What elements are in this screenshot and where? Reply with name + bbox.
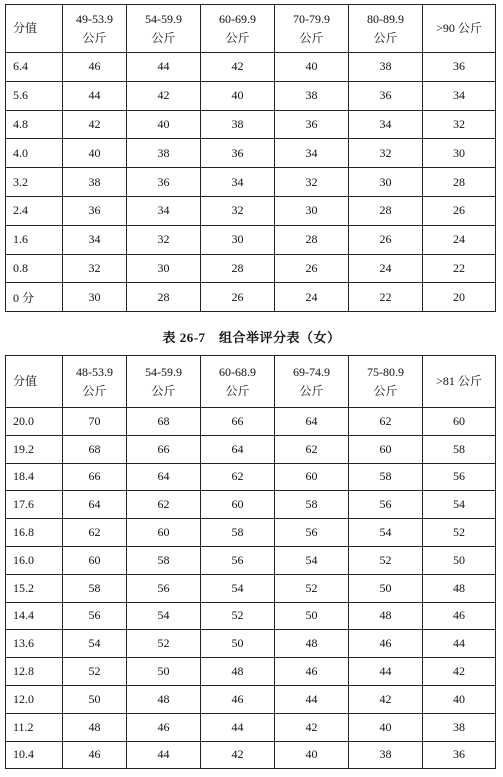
weight-cell: 66 xyxy=(201,408,275,436)
weight-cell: 48 xyxy=(349,602,423,630)
weight-cell: 40 xyxy=(423,685,496,713)
table-row xyxy=(6,81,496,110)
weight-cell: 32 xyxy=(349,139,423,168)
weight-cell: 52 xyxy=(275,574,349,602)
table-row xyxy=(6,408,496,436)
weight-cell: 60 xyxy=(127,519,201,547)
weight-cell: 60 xyxy=(349,435,423,463)
weight-cell: 64 xyxy=(201,435,275,463)
table-row xyxy=(6,110,496,139)
column-header-score xyxy=(6,356,63,408)
weight-cell: 70 xyxy=(63,408,127,436)
weight-cell: 40 xyxy=(275,53,349,82)
weight-cell: 62 xyxy=(63,519,127,547)
score-cell: 1.6 xyxy=(6,225,63,254)
weight-cell: 64 xyxy=(63,491,127,519)
table-row xyxy=(6,283,496,312)
weight-cell: 60 xyxy=(275,463,349,491)
score-cell: 20.0 xyxy=(6,408,63,436)
column-header-weight xyxy=(275,5,349,53)
table-row xyxy=(6,630,496,658)
weight-cell: 58 xyxy=(275,491,349,519)
column-header-weight xyxy=(275,356,349,408)
weight-cell: 36 xyxy=(201,139,275,168)
column-header-weight xyxy=(127,5,201,53)
column-header-weight xyxy=(127,356,201,408)
weight-cell: 30 xyxy=(349,168,423,197)
weight-cell: 64 xyxy=(275,408,349,436)
header-range-label: >90 公斤 xyxy=(436,21,482,35)
weight-cell: 38 xyxy=(275,81,349,110)
weight-cell: 58 xyxy=(201,519,275,547)
weight-cell: 58 xyxy=(423,435,496,463)
weight-cell: 64 xyxy=(127,463,201,491)
header-unit-label: 公斤 xyxy=(299,30,324,45)
header-unit-label: 公斤 xyxy=(225,30,250,45)
score-cell: 15.2 xyxy=(6,574,63,602)
header-unit-label: 公斤 xyxy=(225,383,250,398)
table-row xyxy=(6,53,496,82)
weight-cell: 54 xyxy=(423,491,496,519)
score-cell: 0.8 xyxy=(6,254,63,283)
table-row xyxy=(6,139,496,168)
weight-cell: 52 xyxy=(127,630,201,658)
header-unit-label: 公斤 xyxy=(151,383,176,398)
score-table-1 xyxy=(5,4,496,312)
table-row xyxy=(6,519,496,547)
weight-cell: 28 xyxy=(275,225,349,254)
score-cell: 11.2 xyxy=(6,713,63,741)
weight-cell: 36 xyxy=(275,110,349,139)
weight-cell: 52 xyxy=(63,658,127,686)
weight-cell: 50 xyxy=(127,658,201,686)
weight-cell: 28 xyxy=(201,254,275,283)
weight-cell: 52 xyxy=(201,602,275,630)
header-range-label: 54-59.9 xyxy=(145,364,182,379)
weight-cell: 44 xyxy=(275,685,349,713)
weight-cell: 30 xyxy=(423,139,496,168)
weight-cell: 52 xyxy=(423,519,496,547)
weight-cell: 26 xyxy=(423,196,496,225)
weight-cell: 22 xyxy=(423,254,496,283)
table-row xyxy=(6,168,496,197)
header-range-label: 54-59.9 xyxy=(145,11,182,26)
weight-cell: 58 xyxy=(63,574,127,602)
weight-cell: 46 xyxy=(423,602,496,630)
weight-cell: 46 xyxy=(275,658,349,686)
weight-cell: 60 xyxy=(201,491,275,519)
weight-cell: 58 xyxy=(127,546,201,574)
weight-cell: 32 xyxy=(423,110,496,139)
column-header-score xyxy=(6,5,63,53)
column-header-weight xyxy=(201,5,275,53)
header-unit-label: 公斤 xyxy=(82,383,107,398)
weight-cell: 54 xyxy=(127,602,201,630)
table-caption: 表 26-7 组合举评分表（女） xyxy=(162,330,341,345)
weight-cell: 48 xyxy=(201,658,275,686)
weight-cell: 38 xyxy=(201,110,275,139)
weight-cell: 54 xyxy=(201,574,275,602)
weight-cell: 30 xyxy=(127,254,201,283)
weight-cell: 56 xyxy=(275,519,349,547)
weight-cell: 36 xyxy=(423,741,496,769)
weight-cell: 42 xyxy=(423,658,496,686)
weight-cell: 48 xyxy=(275,630,349,658)
weight-cell: 36 xyxy=(423,53,496,82)
weight-cell: 46 xyxy=(63,741,127,769)
header-range-label: >81 公斤 xyxy=(436,374,482,388)
weight-cell: 28 xyxy=(349,196,423,225)
score-cell: 12.0 xyxy=(6,685,63,713)
weight-cell: 56 xyxy=(201,546,275,574)
weight-cell: 34 xyxy=(275,139,349,168)
weight-cell: 54 xyxy=(349,519,423,547)
weight-cell: 22 xyxy=(349,283,423,312)
weight-cell: 48 xyxy=(63,713,127,741)
score-cell: 16.8 xyxy=(6,519,63,547)
header-range-label: 75-80.9 xyxy=(367,364,404,379)
header-range-label: 80-89.9 xyxy=(367,11,404,26)
table-row xyxy=(6,463,496,491)
score-cell: 4.0 xyxy=(6,139,63,168)
score-cell: 18.4 xyxy=(6,463,63,491)
weight-cell: 68 xyxy=(127,408,201,436)
table-body xyxy=(6,408,496,769)
table-row xyxy=(6,491,496,519)
weight-cell: 66 xyxy=(127,435,201,463)
weight-cell: 44 xyxy=(201,713,275,741)
score-cell: 10.4 xyxy=(6,741,63,769)
weight-cell: 38 xyxy=(349,741,423,769)
weight-cell: 44 xyxy=(127,741,201,769)
table-row xyxy=(6,741,496,769)
header-range-label: 48-53.9 xyxy=(76,364,113,379)
weight-cell: 54 xyxy=(63,630,127,658)
weight-cell: 38 xyxy=(349,53,423,82)
weight-cell: 36 xyxy=(63,196,127,225)
header-range-label: 69-74.9 xyxy=(293,364,330,379)
table-header xyxy=(6,5,496,53)
weight-cell: 40 xyxy=(349,713,423,741)
weight-cell: 32 xyxy=(275,168,349,197)
weight-cell: 34 xyxy=(201,168,275,197)
weight-cell: 24 xyxy=(349,254,423,283)
weight-cell: 38 xyxy=(127,139,201,168)
column-header-weight xyxy=(63,356,127,408)
column-header-weight xyxy=(349,356,423,408)
score-cell: 17.6 xyxy=(6,491,63,519)
score-table-2 xyxy=(5,355,496,769)
weight-cell: 56 xyxy=(349,491,423,519)
weight-cell: 30 xyxy=(201,225,275,254)
weight-cell: 46 xyxy=(349,630,423,658)
weight-cell: 34 xyxy=(63,225,127,254)
weight-cell: 50 xyxy=(423,546,496,574)
score-cell: 14.4 xyxy=(6,602,63,630)
table-row xyxy=(6,254,496,283)
column-header-weight xyxy=(349,5,423,53)
weight-cell: 62 xyxy=(275,435,349,463)
weight-cell: 54 xyxy=(275,546,349,574)
weight-cell: 36 xyxy=(127,168,201,197)
table-row xyxy=(6,435,496,463)
weight-cell: 40 xyxy=(201,81,275,110)
header-unit-label: 公斤 xyxy=(299,383,324,398)
weight-cell: 24 xyxy=(275,283,349,312)
table-row xyxy=(6,602,496,630)
weight-cell: 56 xyxy=(423,463,496,491)
weight-cell: 56 xyxy=(63,602,127,630)
weight-cell: 44 xyxy=(63,81,127,110)
weight-cell: 62 xyxy=(127,491,201,519)
weight-cell: 38 xyxy=(63,168,127,197)
weight-cell: 60 xyxy=(423,408,496,436)
score-cell: 19.2 xyxy=(6,435,63,463)
score-cell: 0 分 xyxy=(6,283,63,312)
header-range-label: 分值 xyxy=(13,21,38,35)
score-cell: 16.0 xyxy=(6,546,63,574)
score-cell: 2.4 xyxy=(6,196,63,225)
header-unit-label: 公斤 xyxy=(373,30,398,45)
weight-cell: 40 xyxy=(63,139,127,168)
weight-cell: 44 xyxy=(423,630,496,658)
weight-cell: 36 xyxy=(349,81,423,110)
weight-cell: 50 xyxy=(201,630,275,658)
weight-cell: 56 xyxy=(127,574,201,602)
weight-cell: 20 xyxy=(423,283,496,312)
weight-cell: 42 xyxy=(201,53,275,82)
weight-cell: 42 xyxy=(127,81,201,110)
header-range-label: 70-79.9 xyxy=(293,11,330,26)
weight-cell: 34 xyxy=(127,196,201,225)
weight-cell: 58 xyxy=(349,463,423,491)
score-cell: 4.8 xyxy=(6,110,63,139)
weight-cell: 42 xyxy=(349,685,423,713)
header-range-label: 49-53.9 xyxy=(76,11,113,26)
weight-cell: 30 xyxy=(275,196,349,225)
weight-cell: 50 xyxy=(63,685,127,713)
weight-cell: 46 xyxy=(201,685,275,713)
weight-cell: 62 xyxy=(349,408,423,436)
weight-cell: 32 xyxy=(201,196,275,225)
column-header-weight xyxy=(201,356,275,408)
weight-cell: 32 xyxy=(127,225,201,254)
weight-cell: 28 xyxy=(127,283,201,312)
weight-cell: 68 xyxy=(63,435,127,463)
table-row xyxy=(6,546,496,574)
weight-cell: 44 xyxy=(127,53,201,82)
column-header-weight xyxy=(423,5,496,53)
weight-cell: 40 xyxy=(275,741,349,769)
column-header-weight xyxy=(423,356,496,408)
weight-cell: 52 xyxy=(349,546,423,574)
weight-cell: 30 xyxy=(63,283,127,312)
weight-cell: 46 xyxy=(127,713,201,741)
weight-cell: 60 xyxy=(63,546,127,574)
weight-cell: 26 xyxy=(275,254,349,283)
weight-cell: 26 xyxy=(349,225,423,254)
table-row xyxy=(6,713,496,741)
header-range-label: 60-68.9 xyxy=(219,364,256,379)
column-header-weight xyxy=(63,5,127,53)
header-unit-label: 公斤 xyxy=(373,383,398,398)
weight-cell: 42 xyxy=(63,110,127,139)
table-body xyxy=(6,53,496,312)
weight-cell: 32 xyxy=(63,254,127,283)
weight-cell: 42 xyxy=(275,713,349,741)
weight-cell: 24 xyxy=(423,225,496,254)
weight-cell: 50 xyxy=(349,574,423,602)
score-cell: 13.6 xyxy=(6,630,63,658)
weight-cell: 44 xyxy=(349,658,423,686)
score-cell: 5.6 xyxy=(6,81,63,110)
weight-cell: 48 xyxy=(423,574,496,602)
header-range-label: 60-69.9 xyxy=(219,11,256,26)
weight-cell: 48 xyxy=(127,685,201,713)
weight-cell: 26 xyxy=(201,283,275,312)
weight-cell: 66 xyxy=(63,463,127,491)
weight-cell: 42 xyxy=(201,741,275,769)
table-row xyxy=(6,574,496,602)
table-row xyxy=(6,658,496,686)
header-range-label: 分值 xyxy=(13,374,38,388)
table-header xyxy=(6,356,496,408)
score-cell: 3.2 xyxy=(6,168,63,197)
header-unit-label: 公斤 xyxy=(151,30,176,45)
weight-cell: 50 xyxy=(275,602,349,630)
weight-cell: 34 xyxy=(349,110,423,139)
table-row xyxy=(6,225,496,254)
score-cell: 12.8 xyxy=(6,658,63,686)
weight-cell: 34 xyxy=(423,81,496,110)
weight-cell: 38 xyxy=(423,713,496,741)
weight-cell: 40 xyxy=(127,110,201,139)
table-row xyxy=(6,685,496,713)
score-cell: 6.4 xyxy=(6,53,63,82)
weight-cell: 46 xyxy=(63,53,127,82)
header-unit-label: 公斤 xyxy=(82,30,107,45)
weight-cell: 62 xyxy=(201,463,275,491)
weight-cell: 28 xyxy=(423,168,496,197)
table-row xyxy=(6,196,496,225)
